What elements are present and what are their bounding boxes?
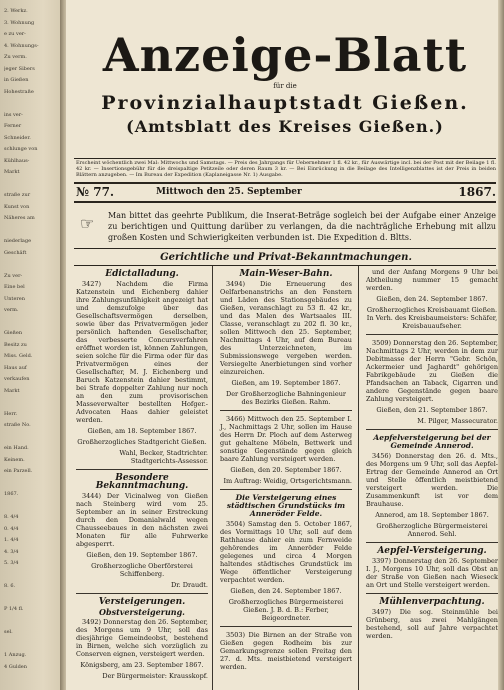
issue-bar bbox=[76, 185, 496, 199]
date-besondere: Gießen, den 19. September 1867. bbox=[86, 551, 198, 559]
separator bbox=[220, 489, 352, 490]
gutter-text-fragment: ins ver- bbox=[4, 111, 23, 118]
date-obstversteigerung: Königsberg, am 23. September 1867. bbox=[80, 661, 204, 669]
gutter-text-fragment: 1867. bbox=[4, 491, 19, 497]
column-divider-2 bbox=[358, 266, 359, 690]
gutter-text-fragment: Näheres am bbox=[4, 215, 35, 221]
pointing-hand-icon: ☞ bbox=[80, 214, 95, 233]
date-moebel-versteigerung: Gießen, den 20. September 1867. bbox=[230, 466, 342, 474]
separator bbox=[76, 469, 208, 470]
heading-muehlenverpachtung: Mühlenverpachtung. bbox=[379, 597, 485, 607]
rule-top bbox=[74, 158, 496, 159]
gutter-text-fragment: 4 Gulden bbox=[4, 663, 27, 670]
separator bbox=[76, 593, 208, 594]
gutter-text-fragment: Zu verm. bbox=[4, 54, 27, 60]
section-heading: Gerichtliche und Privat-Bekanntmachungen. bbox=[160, 252, 412, 263]
text-main-weser-bahn: 3494) Die Erneuerung des Oelfarbenanstrichs an den Fenstern und Läden des Stationsgebäudes zu Gießen, veranschlagt zu 53 fl. 42 kr., und das Malen des Wartsaales III. Classe, veranschlagt zu 202 fl. 30 kr., sollen Mittwoch den 25. September, Nachmittags 4 Uhr, auf dem Bureau des Unterzeichneten, im Submissionswege vergeben werden. Versiegelte Anerbietungen sind vorher einzureichen. bbox=[220, 280, 352, 376]
separator bbox=[220, 410, 352, 411]
text-grundstueck: 3504) Samstag den 5. October 1867, des Vormittags 10 Uhr, soll auf dem Rathhause dahier ein zum Fernweide gehörendes im Anneröder Felde gelegenes und circa 4 Morgen haltendes städtisches Grundstück im Wege öffentlicher Versteigerung verpachtet werden. bbox=[220, 520, 352, 584]
gutter-text-fragment: straße No. bbox=[4, 422, 31, 428]
heading-versteigerungen: Versteigerungen. bbox=[98, 597, 186, 607]
gutter-text-fragment: verkaufen bbox=[4, 376, 30, 382]
publication-info: Erscheint wöchentlich zwei Mal: Mittwochs und Samstags. — Preis des Jahrgangs für Uebernehmer 1 fl. 42 kr., für Auswärtige incl. bei der Post mit der Beilage 1 fl. 42 kr. — Insertionsgebühr für die dreispaltige Petitzeile oder deren Raum 3 kr. — Bei Einrückung in die Beilage des Intelligenzblattes ist der Preis in beiden Blättern anzugeben. — Im Bureau der Expedition (Kaplaneigasse Nr. 1) Ausgabe. bbox=[76, 160, 496, 178]
gutter-text-fragment: Herr. bbox=[4, 410, 18, 417]
separator bbox=[366, 429, 498, 430]
date-aepfel-annerod: Annerod, am 18. September 1867. bbox=[375, 511, 489, 519]
issue-number: № 77. bbox=[76, 185, 115, 199]
gutter-text-fragment: ein Hand. bbox=[4, 445, 29, 451]
heading-aepfel-annerod: Aepfelversteigerung bei der Gemeinde Annerod. bbox=[373, 433, 491, 450]
gutter-text-fragment: Hohestraße bbox=[4, 88, 34, 95]
gutter-text-fragment: Gießen bbox=[4, 330, 23, 336]
text-aepfel-annerod: 3456) Donnerstag den 26. d. Mts., des Morgens um 9 Uhr, soll das Aepfel-Ertrag der Gemeinde Annerod an Ort und Stelle öffentlich meistbietend versteigert werden. Die Zusammenkunft ist vor dem Brauhause. bbox=[366, 452, 498, 508]
separator bbox=[366, 593, 498, 594]
gutter-text-fragment: straße zur bbox=[4, 192, 31, 198]
gutter-text-fragment: 2. Werkz. bbox=[4, 8, 28, 14]
date-debitmasse: Gießen, den 21. September 1867. bbox=[376, 406, 488, 414]
gutter-text-fragment: Markt bbox=[4, 169, 20, 175]
gutter-text-fragment: Zu ver- bbox=[4, 272, 23, 279]
gutter-text-fragment: jeger Sibers bbox=[4, 65, 35, 72]
gutter-text-fragment: Miss. Geld. bbox=[4, 353, 33, 359]
column-1 bbox=[76, 268, 208, 683]
separator bbox=[220, 626, 352, 627]
separator bbox=[366, 334, 498, 335]
gutter-text-fragment: 8. 4/4 bbox=[4, 514, 19, 520]
heading-obstversteigerung: Obstversteigerung. bbox=[99, 607, 185, 617]
heading-besondere: Besondere Bekanntmachung. bbox=[95, 473, 189, 491]
signature-edictalladung: Wahl, Becker, Stadtrichter. Stadtgerichts-Assessor. bbox=[119, 449, 208, 465]
text-besondere: 3444) Der Vicinalweg von Gießen nach Steinberg wird vom 25. September an in seiner Erstreckung durch den Domanialwald wegen Chausseebaues in den nächsten zwei Monaten für alle Fuhrwerke abgesperrt. bbox=[76, 492, 208, 548]
gutter-text-fragment: schlunge von bbox=[4, 146, 38, 152]
gutter-text-fragment: Geschäft bbox=[4, 249, 27, 256]
gutter-text-fragment: Ferner bbox=[4, 123, 22, 129]
gutter-text-fragment: 4. Wohnungs- bbox=[4, 42, 39, 49]
gutter-text-fragment: Kunst von bbox=[4, 203, 30, 210]
text-aepfel-versteigerung: 3397) Donnerstag den 26. September I. J., Morgens 10 Uhr, soll das Obst an der Straße von Gießen nach Wieseck an Ort und Stelle versteigert werden. bbox=[366, 557, 498, 589]
gutter-text-fragment: niederlage bbox=[4, 238, 32, 244]
text-obstversteigerung: 3492) Donnerstag den 26. September, des Morgens um 9 Uhr, soll das diesjährige Gemeindeobst, bestehend in Birnen, welche sich vorzüglich zu Conserven eignen, versteigert werden. bbox=[76, 618, 208, 658]
adjacent-page-gutter bbox=[0, 0, 62, 690]
gutter-text-fragment: P 1/4 fl. bbox=[4, 606, 24, 612]
column-2 bbox=[220, 268, 352, 674]
column-3 bbox=[366, 268, 498, 643]
rule-issue-bottom bbox=[74, 201, 496, 203]
masthead-fuer: für die bbox=[273, 82, 297, 90]
heading-grundstueck: Die Versteigerung eines städtischen Grundstücks im Anneröder Felde. bbox=[226, 493, 346, 518]
date-edictalladung: Gießen, am 18. September 1867. bbox=[87, 427, 197, 435]
gutter-text-fragment: ein Parzell. bbox=[4, 468, 33, 474]
court-kreisbauamt: Großherzogliches Kreisbauamt Gießen. In Verh. des Kreisbaumeisters: Schäfer, Kreisbauaufseher. bbox=[366, 306, 498, 330]
issue-date: Mittwoch den 25. September bbox=[156, 187, 302, 197]
gutter-text-fragment: in Gießen bbox=[4, 77, 29, 83]
signature-obstversteigerung: Der Bürgermeister: Krausskopf. bbox=[102, 672, 208, 680]
gutter-text-fragment: 4. 3/4 bbox=[4, 548, 19, 555]
rule-section-bottom bbox=[74, 265, 496, 266]
heading-main-weser-bahn: Main-Weser-Bahn. bbox=[239, 269, 333, 279]
date-main-weser-bahn: Gießen, am 19. September 1867. bbox=[231, 379, 341, 387]
newspaper-title: Anzeige-Blatt bbox=[102, 28, 468, 82]
separator bbox=[366, 542, 498, 543]
heading-aepfel-versteigerung: Aepfel-Versteigerung. bbox=[377, 546, 487, 556]
heading-edictalladung: Edictalladung. bbox=[105, 269, 179, 279]
gutter-text-fragment: Kühlhaus- bbox=[4, 157, 30, 164]
newspaper-sheet bbox=[66, 0, 504, 690]
gutter-text-fragment: 3. Wohnung bbox=[4, 19, 35, 26]
gutter-text-fragment: 8. 6. bbox=[4, 583, 16, 589]
masthead-subtitle: Provinzialhauptstadt Gießen. bbox=[101, 92, 469, 114]
court-grundstueck: Großherzogliches Bürgermeisterei Gießen. J. B. d. B.: Ferber, Beigeordneter. bbox=[228, 598, 344, 622]
rule-issue-top bbox=[74, 182, 496, 184]
signature-moebel-versteigerung: Im Auftrag: Weidig, Ortsgerichtsmann. bbox=[223, 477, 352, 485]
court-main-weser-bahn: Der Großherzogliche Bahningenieur des Bezirks Gießen. Rahm. bbox=[225, 390, 347, 406]
gutter-text-fragment: e zu ver- bbox=[4, 31, 26, 37]
column-divider-1 bbox=[212, 266, 213, 690]
text-debitmasse: 3509) Donnerstag den 26. September, Nachmittags 2 Uhr, werden in dem zur Debitmasse der Herrn "Gebr. Schön, Ackermeier und Jaghardt" gehörigen Fabrikgebäude zu Gießen die Pfandsachen an Taback, Cigarren und andere Gegenstände gegen baare Zahlung versteigert. bbox=[366, 339, 498, 403]
issue-year: 1867. bbox=[458, 185, 496, 199]
gutter-text-fragment: 5. 3/4 bbox=[4, 560, 19, 566]
text-moebel-versteigerung: 3466) Mittwoch den 25. September I. J., Nachmittags 2 Uhr, sollen im Hause des Herrn Dr. Ploch auf dem Asterweg gut gehaltene Möbeln, Bettwerk und sonstige Gegenstände gegen gleich baare Zahlung versteigert werden. bbox=[220, 415, 352, 463]
gutter-text-fragment: sel. bbox=[4, 629, 13, 635]
signature-debitmasse: M. Pilger, Massecurator. bbox=[417, 417, 498, 425]
page-right-edge bbox=[498, 0, 504, 690]
text-continued: und der Anfang Morgens 9 Uhr bei Abtheilung nummer 15 gemacht werden. bbox=[366, 268, 498, 292]
rule-section bbox=[74, 248, 496, 249]
gutter-text-fragment: Besitz zu bbox=[4, 341, 27, 348]
payment-notice-text: Man bittet das geehrte Publikum, die Inserat-Beträge sogleich bei der Aufgabe einer Anzeige zu berichtigen und Quittung darüber zu verlangen, da die nachträgliche Erhebung mit allzu großen Kosten und Schwierigkeiten verbunden ist. Die Expedition d. Bltts. bbox=[108, 211, 496, 242]
payment-notice bbox=[76, 210, 496, 244]
gutter-text-fragment: 1. 4/4 bbox=[4, 537, 19, 543]
gutter-text-fragment: Eine bel bbox=[4, 284, 25, 290]
signature-besondere: Dr. Draudt. bbox=[171, 581, 208, 589]
gutter-text-fragment: 1 Anzug. bbox=[4, 652, 27, 658]
masthead bbox=[66, 30, 504, 137]
gutter-text-fragment: 0. 4/4 bbox=[4, 525, 19, 532]
gutter-text-fragment: Haus auf bbox=[4, 364, 27, 371]
court-edictalladung: Großherzogliches Stadtgericht Gießen. bbox=[77, 438, 207, 446]
gutter-text-fragment: Unteren bbox=[4, 295, 25, 302]
text-edictalladung: 3427) Nachdem die Firma Katzenstein und Eichenberg dahier ihre Zahlungsunfähigkeit angezeigt hat und demzufolge über das Gesellschaftsvermögen derselben, sowie über das Privatvermögen jeder persönlich haftenden Gesellschafter, das verbesserte Concursverfahren eröffnet worden ist, können Zahlungen, seien solche für die Firma oder für das Privatvermögen eines der Gesellschafter, M. J. Eichenberg und Baruch Katzenstein dahier bestimmt, bei Strafe doppelter Zahlung nur noch an den zum provisorischen Masseverwalter bestellten Hofger.-Advocaten Haas dahier geleistet werden. bbox=[76, 280, 208, 424]
text-birnen: 3503) Die Birnen an der Straße von Gießen gegen Rodheim bis zur Gemarkungsgrenze sollen Freitag den 27. d. Mts. meistbietend versteigert werden. bbox=[220, 631, 352, 671]
court-aepfel-annerod: Großherzogliche Bürgermeisterei Annerod. Sehl. bbox=[376, 522, 488, 538]
gutter-text-fragment: Schneider. bbox=[4, 134, 31, 141]
date-kreisbauamt: Gießen, den 24. September 1867. bbox=[376, 295, 488, 303]
court-besondere: Großherzogliche Oberförsterei Schiffenberg. bbox=[91, 562, 193, 578]
text-muehlenverpachtung: 3497) Die sog. Steinmühle bei Grünberg, aus zwei Mahlgängen bestehend, soll auf Jahre verpachtet werden. bbox=[366, 608, 498, 640]
gutter-text-fragment: verm. bbox=[4, 307, 19, 313]
gutter-text-fragment: Markt bbox=[4, 387, 20, 394]
masthead-official-gazette: (Amtsblatt des Kreises Gießen.) bbox=[126, 117, 444, 136]
date-grundstueck: Gießen, den 24. September 1867. bbox=[230, 587, 342, 595]
gutter-text-fragment: Keinem. bbox=[4, 456, 25, 463]
